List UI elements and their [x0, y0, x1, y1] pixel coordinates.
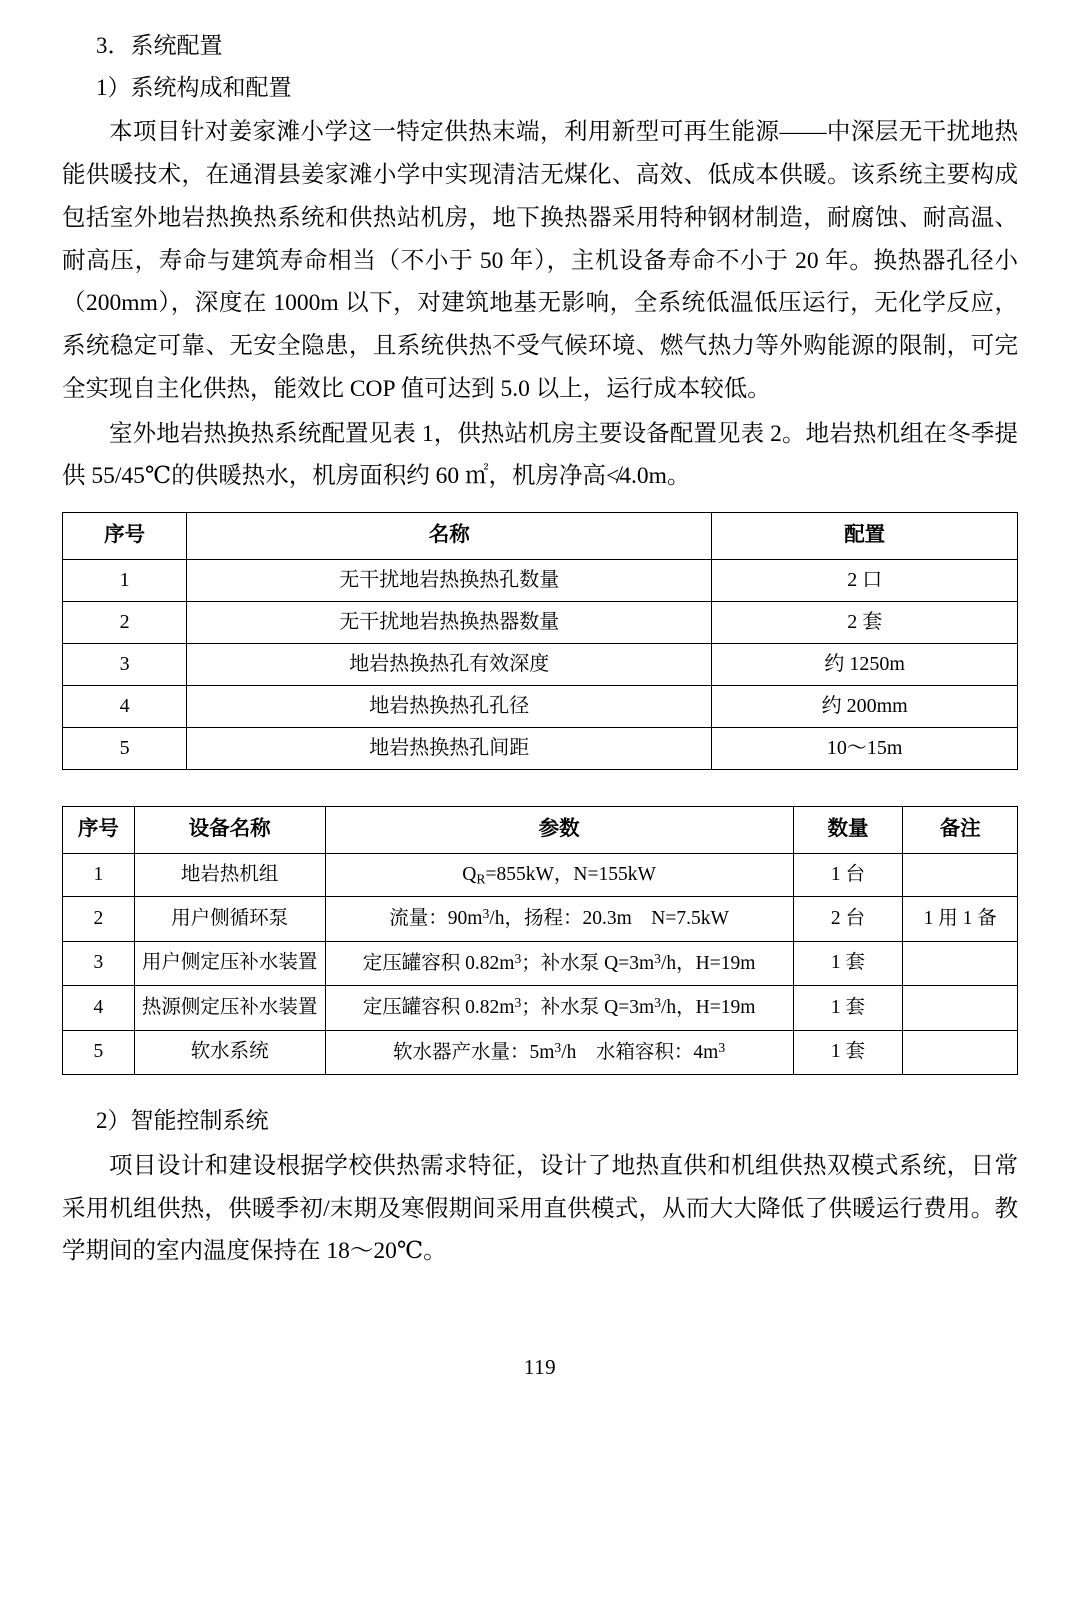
table1-cell-config: 约 200mm	[712, 685, 1018, 727]
table1-header-no: 序号	[63, 513, 187, 560]
table2-cell-equipment: 用户侧定压补水装置	[134, 941, 325, 985]
table1-cell-config: 10～15m	[712, 727, 1018, 769]
table-row	[63, 853, 1018, 897]
table2-cell-quantity: 2 台	[793, 897, 903, 941]
table-header-row	[63, 513, 1018, 560]
table2-cell-quantity: 1 台	[793, 853, 903, 897]
table2-cell-remark: 1 用 1 备	[903, 897, 1018, 941]
table1-cell-no: 4	[63, 685, 187, 727]
table2-cell-parameters: 定压罐容积 $0.82m^3$；补水泵 $Q=3m^3/h$，H=19m	[325, 986, 793, 1030]
table2-header-remark: 备注	[903, 806, 1018, 853]
table2-header-quantity: 数量	[793, 806, 903, 853]
table2-cell-equipment: 用户侧循环泵	[134, 897, 325, 941]
table-row	[63, 941, 1018, 985]
table2-cell-quantity: 1 套	[793, 941, 903, 985]
table2-cell-remark	[903, 986, 1018, 1030]
table-row	[63, 1030, 1018, 1074]
table2-header-no: 序号	[63, 806, 135, 853]
table-plant-room-equipment-config	[62, 806, 1018, 1075]
table2-cell-quantity: 1 套	[793, 1030, 903, 1074]
table1-cell-name: 地岩热换热孔有效深度	[187, 643, 712, 685]
table-header-row	[63, 806, 1018, 853]
subsection-heading-2: 2）智能控制系统	[96, 1108, 269, 1134]
table2-cell-remark	[903, 853, 1018, 897]
table1-cell-no: 5	[63, 727, 187, 769]
body-paragraph-2: 室外地岩热换热系统配置见表 1，供热站机房主要设备配置见表 2。地岩热机组在冬季提供 55/45℃的供暖热水，机房面积约 60 ㎡，机房净高≮4.0m。	[62, 420, 1018, 490]
table1-cell-config: 2 口	[712, 559, 1018, 601]
table1-header-name: 名称	[187, 513, 712, 560]
table1-header-config: 配置	[712, 513, 1018, 560]
body-paragraph-3: 项目设计和建设根据学校供热需求特征，设计了地热直供和机组供热双模式系统，日常采用机组供热，供暖季初/末期及寒假期间采用直供模式，从而大大降低了供暖运行费用。教学期间的室内温度保持在 18～20℃。	[62, 1152, 1018, 1265]
table2-cell-equipment: 软水系统	[134, 1030, 325, 1074]
section-heading: 3．系统配置	[96, 33, 223, 58]
body-paragraph-1: 本项目针对姜家滩小学这一特定供热末端，利用新型可再生能源——中深层无干扰地热能供暖技术，在通渭县姜家滩小学中实现清洁无煤化、高效、低成本供暖。该系统主要构成包括室外地岩热换热系统和供热站机房，地下换热器采用特种钢材制造，耐腐蚀、耐高温、耐高压，寿命与建筑寿命相当（不小于 50 年），主机设备寿命不小于 20 年。换热器孔径小（200mm），深度在 1000m 以下，对建筑地基无影响，全系统低温低压运行，无化学反应，系统稳定可靠、无安全隐患，且系统供热不受气候环境、燃气热力等外购能源的限制，可完全实现自主化供热，能效比 COP 值可达到 5.0 以上，运行成本较低。	[62, 119, 1018, 402]
table2-cell-no: 2	[63, 897, 135, 941]
table1-cell-name: 地岩热换热孔孔径	[187, 685, 712, 727]
table-row	[63, 643, 1018, 685]
table2-cell-equipment: 地岩热机组	[134, 853, 325, 897]
table2-cell-remark	[903, 1030, 1018, 1074]
table2-header-parameters: 参数	[325, 806, 793, 853]
table2-header-equipment: 设备名称	[134, 806, 325, 853]
table-row	[63, 559, 1018, 601]
table2-cell-remark	[903, 941, 1018, 985]
table2-cell-no: 4	[63, 986, 135, 1030]
table-row	[63, 685, 1018, 727]
table2-cell-parameters: 流量：$90m^3/h$，扬程：20.3m N=7.5kW	[325, 897, 793, 941]
table2-cell-equipment: 热源侧定压补水装置	[134, 986, 325, 1030]
table-row	[63, 727, 1018, 769]
table2-cell-no: 1	[63, 853, 135, 897]
page-number: 119	[523, 1355, 557, 1380]
table2-cell-quantity: 1 套	[793, 986, 903, 1030]
table1-cell-no: 2	[63, 601, 187, 643]
table1-cell-name: 地岩热换热孔间距	[187, 727, 712, 769]
subsection-heading-1: 1）系统构成和配置	[96, 74, 292, 100]
table-outdoor-heat-exchange-config	[62, 512, 1018, 770]
table2-cell-parameters: 软水器产水量：$5m^3/h$ 水箱容积：$4m^3$	[325, 1030, 793, 1074]
table1-cell-no: 3	[63, 643, 187, 685]
table1-cell-name: 无干扰地岩热换热孔数量	[187, 559, 712, 601]
table2-cell-parameters: 定压罐容积 $0.82m^3$；补水泵 $Q=3m^3/h$，H=19m	[325, 941, 793, 985]
table1-body	[63, 559, 1018, 769]
table-row	[63, 897, 1018, 941]
table-row	[63, 601, 1018, 643]
table2-cell-no: 3	[63, 941, 135, 985]
table2-body	[63, 853, 1018, 1075]
table2-cell-no: 5	[63, 1030, 135, 1074]
table-row	[63, 986, 1018, 1030]
table1-cell-name: 无干扰地岩热换热器数量	[187, 601, 712, 643]
table2-cell-parameters: $Q_R=855kW$，N=155kW	[325, 853, 793, 897]
table1-cell-no: 1	[63, 559, 187, 601]
table1-cell-config: 2 套	[712, 601, 1018, 643]
table1-cell-config: 约 1250m	[712, 643, 1018, 685]
